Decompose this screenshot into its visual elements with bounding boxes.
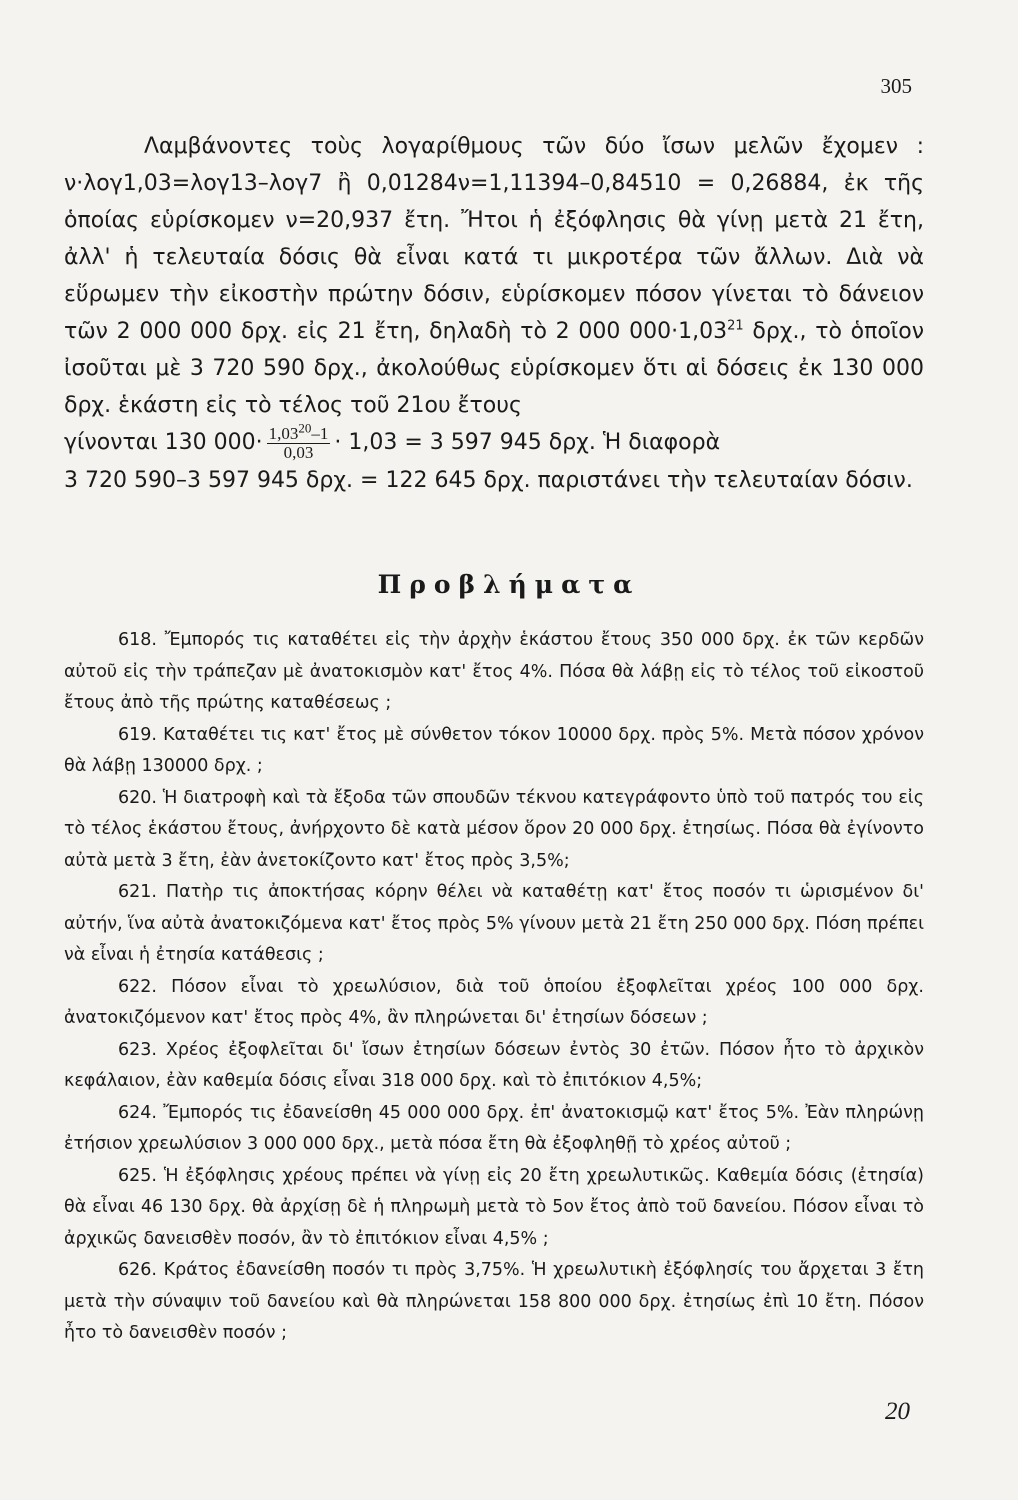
problem-number: 626.	[118, 1260, 157, 1280]
problem-618	[64, 625, 924, 720]
fraction-numerator	[267, 419, 331, 444]
problem-number: 624.	[118, 1102, 157, 1123]
formula-line	[64, 419, 924, 462]
problem-text: Καταθέτει τις κατ' ἔτος μὲ σύνθετον τόκον 10000 δρχ. πρὸς 5%. Μετὰ πόσον χρόνον θὰ λάβῃ 130000 δρχ. ;	[64, 724, 924, 776]
problem-text: Ἔμπορός τις καταθέτει εἰς τὴν ἀρχὴν ἑκάστου ἔτους 350 000 δρχ. ἐκ τῶν κερδῶν αὐτοῦ εἰς τὴν τράπεζαν μὲ ἀνατοκισμὸν κατ' ἔτος 4%. Πόσα θὰ λάβῃ εἰς τὸ τέλος τοῦ εἰκοστοῦ ἔτους ἀπὸ τῆς πρώτης καταθέσεως ;	[64, 630, 924, 713]
intro-line-3: 3 720 590–3 597 945 δρχ. = 122 645 δρχ. παριστάνει τὴν τελευταίαν δόσιν.	[64, 467, 913, 493]
problem-number: 625.	[118, 1165, 157, 1186]
intro-text	[64, 128, 924, 499]
problem-626	[64, 1255, 924, 1350]
problem-list	[64, 625, 924, 1350]
problem-number: 623.	[118, 1039, 157, 1060]
formula-prefix: γίνονται 130 000·	[64, 430, 263, 455]
problem-number: 620.	[118, 787, 157, 808]
numerator-tail: –1	[311, 423, 329, 443]
fraction	[267, 419, 331, 462]
problem-625	[64, 1161, 924, 1256]
problem-621	[64, 877, 924, 972]
problem-624	[64, 1098, 924, 1161]
problem-text: Χρέος ἐξοφλεῖται δι' ἴσων ἐτησίων δόσεων ἐντὸς 30 ἐτῶν. Πόσον ἦτο τὸ ἀρχικὸν κεφάλαιον, ἐὰν καθεμία δόσις εἶναι 318 000 δρχ. καὶ τὸ ἐπιτόκιον 4,5%;	[64, 1039, 924, 1091]
problem-619	[64, 720, 924, 783]
section-title: Προβλήματα	[377, 570, 641, 599]
intro-paragraph	[64, 128, 924, 424]
problem-text: Ἡ διατροφὴ καὶ τὰ ἔξοδα τῶν σπουδῶν τέκνου κατεγράφοντο ὑπὸ τοῦ πατρός του εἰς τὸ τέλος ἑκάστου ἔτους, ἀνήρχοντο δὲ κατὰ μέσον ὅρον 20 000 δρχ. ἐτησίως. Πόσα θὰ ἐγίνοντο αὐτὰ μετὰ 3 ἔτη, ἐὰν ἀνετοκίζοντο κατ' ἔτος πρὸς 3,5%;	[64, 787, 924, 871]
problem-text: Κράτος ἐδανείσθη ποσόν τι πρὸς 3,75%. Ἡ χρεωλυτικὴ ἐξόφλησίς του ἄρχεται 3 ἔτη μετὰ τὴν σύναψιν τοῦ δανείου καὶ θὰ πληρώνεται 158 800 000 δρχ. ἐτησίως ἐπὶ 10 ἔτη. Πόσον ἦτο τὸ δανεισθὲν ποσόν ;	[64, 1260, 924, 1343]
problem-number: 622.	[118, 976, 157, 997]
problem-620	[64, 783, 924, 878]
page-number: 305	[880, 74, 912, 98]
problem-number: 618.	[118, 630, 157, 650]
problem-text: Πόσον εἶναι τὸ χρεωλύσιον, διὰ τοῦ ὁποίου ἐξοφλεῖται χρέος 100 000 δρχ. ἀνατοκιζόμενον κατ' ἔτος πρὸς 4%, ἂν πληρώνεται δι' ἐτησίων δόσεων ;	[64, 976, 924, 1028]
problem-number: 621.	[118, 882, 157, 902]
problem-623	[64, 1035, 924, 1098]
problem-text: Ἔμπορός τις ἐδανείσθη 45 000 000 δρχ. ἐπ' ἀνατοκισμῷ κατ' ἔτος 5%. Ἐὰν πληρώνῃ ἐτήσιον χρεωλύσιον 3 000 000 δρχ., μετὰ πόσα ἔτη θὰ ἐξοφληθῇ τὸ χρέος αὐτοῦ ;	[64, 1102, 924, 1154]
intro-line-2: δρχ., τὸ ὁποῖον ἰσοῦται μὲ 3 720 590 δρχ., ἀκολούθως εὑρίσκομεν ὅτι αἱ δόσεις ἐκ 130 000 δρχ. ἑκάστη εἰς τὸ τέλος τοῦ 21ου ἔτους	[64, 319, 924, 418]
problem-text: Πατὴρ τις ἀποκτήσας κόρην θέλει νὰ καταθέτῃ κατ' ἔτος ποσόν τι ὡρισμένον δι' αὐτήν, ἵνα αὐτὰ ἀνατοκιζόμενα κατ' ἔτος πρὸς 5% γίνουν μετὰ 21 ἔτη 250 000 δρχ. Πόση πρέπει νὰ εἶναι ἡ ἐτησία κατάθεσις ;	[64, 882, 924, 965]
problem-622	[64, 972, 924, 1035]
intro-line-1: Λαμβάνοντες τοὺς λογαρίθμους τῶν δύο ἴσων μελῶν ἔχομεν : ν·λογ1,03=λογ13–λογ7 ἢ 0,01284ν=1,11394–0,84510 = 0,26884, ἐκ τῆς ὁποίας εὑρίσκομεν ν=20,937 ἔτη. Ἤτοι ἡ ἐξόφλησις θὰ γίνῃ μετὰ 21 ἔτη, ἀλλ' ἡ τελευταία δόσις θὰ εἶναι κατά τι μικροτέρα τῶν ἄλλων. Διὰ νὰ εὕρωμεν τὴν εἰκοστὴν πρώτην δόσιν, εὑρίσκομεν πόσον γίνεται τὸ δάνειον τῶν 2 000 000 δρχ. εἰς 21 ἔτη, δηλαδὴ τὸ 2 000 000·1,03	[64, 134, 924, 344]
formula-suffix: · 1,03 = 3 597 945 δρχ. Ἡ διαφορὰ	[334, 430, 721, 455]
exponent-21: 21	[727, 318, 744, 334]
problem-text: Ἡ ἐξόφλησις χρέους πρέπει νὰ γίνῃ εἰς 20 ἔτη χρεωλυτικῶς. Καθεμία δόσις (ἐτησία) θὰ εἶναι 46 130 δρχ. θὰ ἀρχίσῃ δὲ ἡ πληρωμὴ μετὰ τὸ 5ον ἔτος ἀπὸ τοῦ δανείου. Πόσον εἶναι τὸ ἀρχικῶς δανεισθὲν ποσόν, ἂν τὸ ἐπιτόκιον εἶναι 4,5% ;	[64, 1165, 924, 1249]
problem-number: 619.	[118, 724, 157, 745]
numerator-exponent: 20	[298, 419, 312, 435]
signature-mark: 20	[885, 1398, 910, 1425]
numerator-base: 1,03	[268, 423, 299, 443]
fraction-denominator: 0,03	[283, 442, 314, 462]
